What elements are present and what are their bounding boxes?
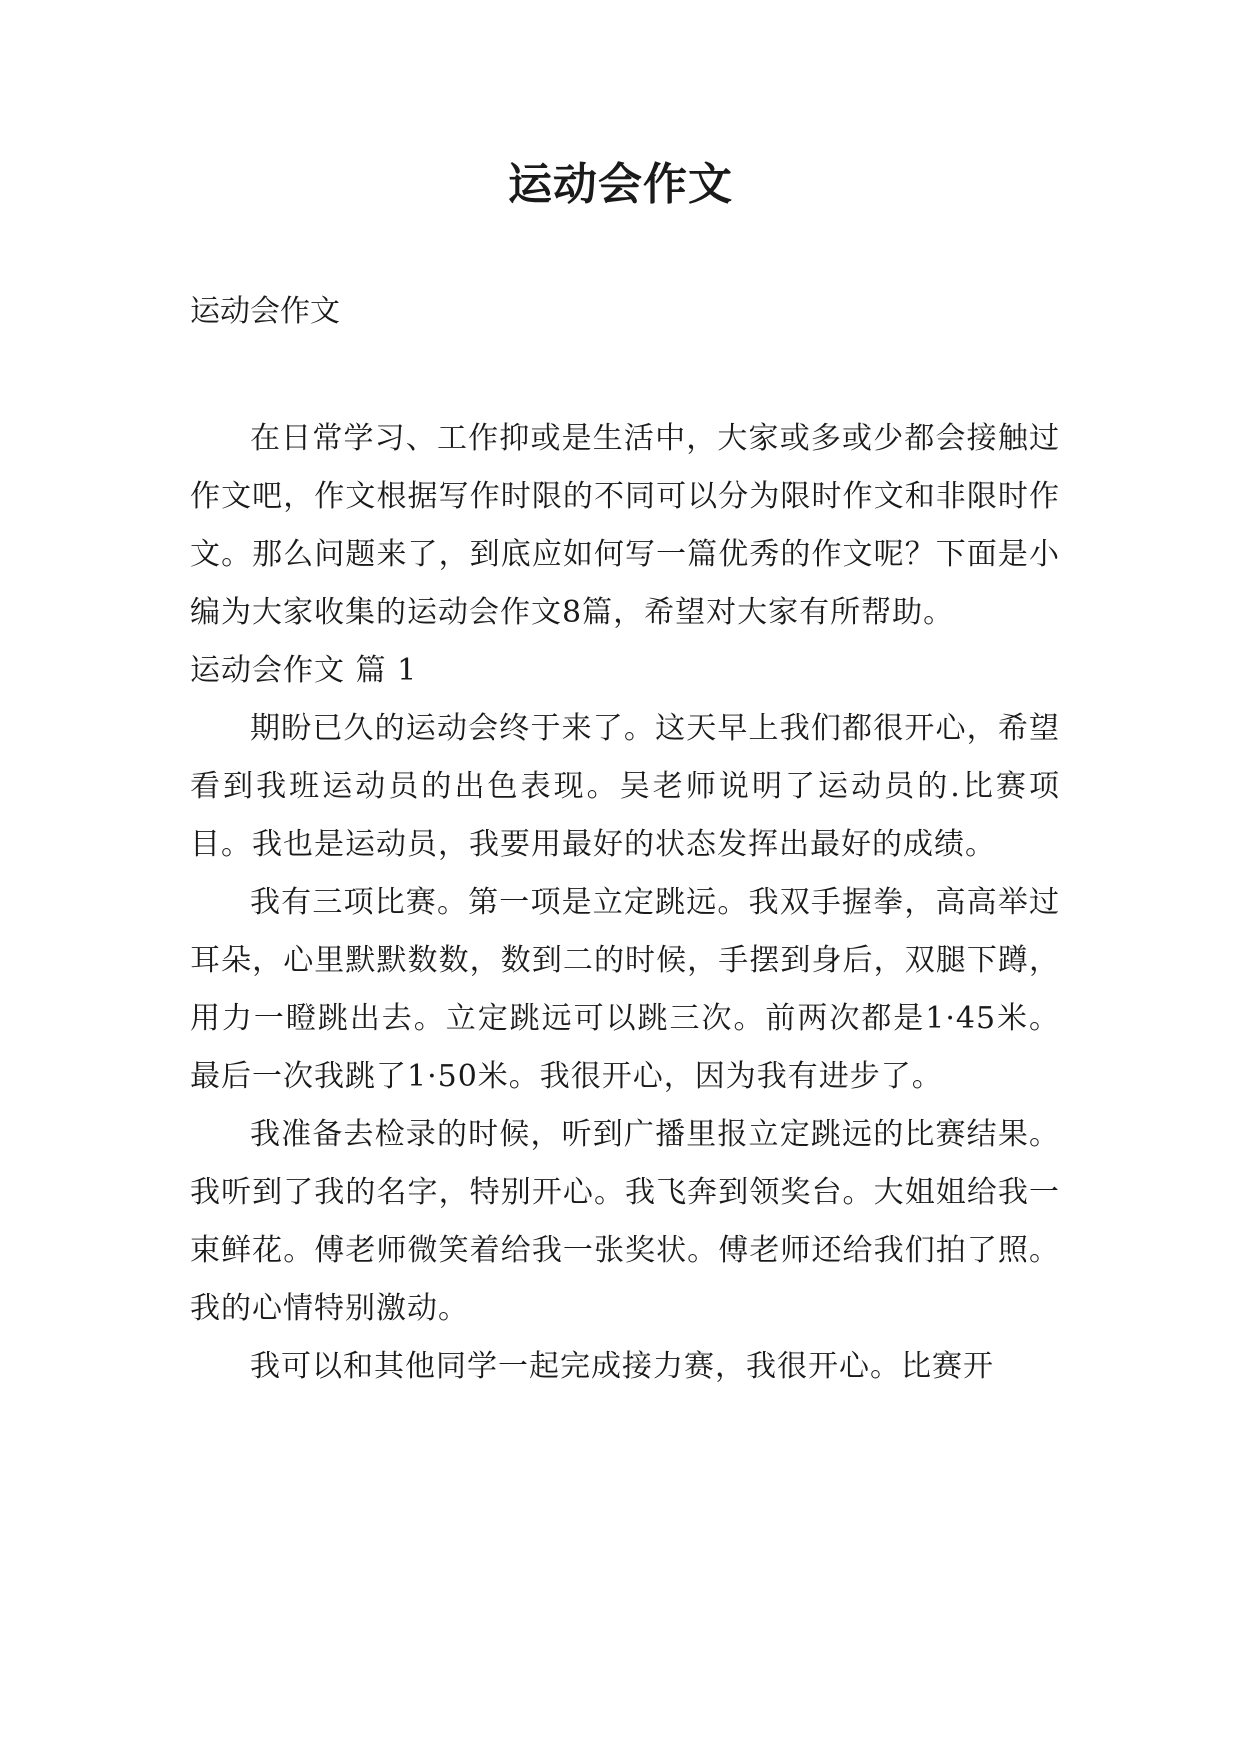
intro-paragraph: 在日常学习、工作抑或是生活中，大家或多或少都会接触过作文吧，作文根据写作时限的不同可以分为限时作文和非限时作文。那么问题来了，到底应如何写一篇优秀的作文呢？下面是小编为大家收集的运动会作文8篇，希望对大家有所帮助。 <box>190 421 1060 630</box>
body-paragraph-1: 期盼已久的运动会终于来了。这天早上我们都很开心，希望看到我班运动员的出色表现。吴老师说明了运动员的.比赛项目。我也是运动员，我要用最好的状态发挥出最好的成绩。 <box>190 711 1060 862</box>
section-heading: 运动会作文 篇 1 <box>190 653 418 688</box>
body-paragraph-3: 我准备去检录的时候，听到广播里报立定跳远的比赛结果。我听到了我的名字，特别开心。我飞奔到领奖台。大姐姐给我一束鲜花。傅老师微笑着给我一张奖状。傅老师还给我们拍了照。我的心情特别激动。 <box>190 1117 1060 1326</box>
body-paragraph-4: 我可以和其他同学一起完成接力赛，我很开心。比赛开 <box>250 1349 994 1384</box>
document-body <box>190 410 1060 1396</box>
document-subtitle: 运动会作文 <box>190 294 340 329</box>
document-title: 运动会作文 <box>508 159 733 210</box>
body-paragraph-2: 我有三项比赛。第一项是立定跳远。我双手握拳，高高举过耳朵，心里默默数数，数到二的时候，手摆到身后，双腿下蹲，用力一瞪跳出去。立定跳远可以跳三次。前两次都是1·45米。最后一次我跳了1·50米。我很开心，因为我有进步了。 <box>190 885 1060 1094</box>
